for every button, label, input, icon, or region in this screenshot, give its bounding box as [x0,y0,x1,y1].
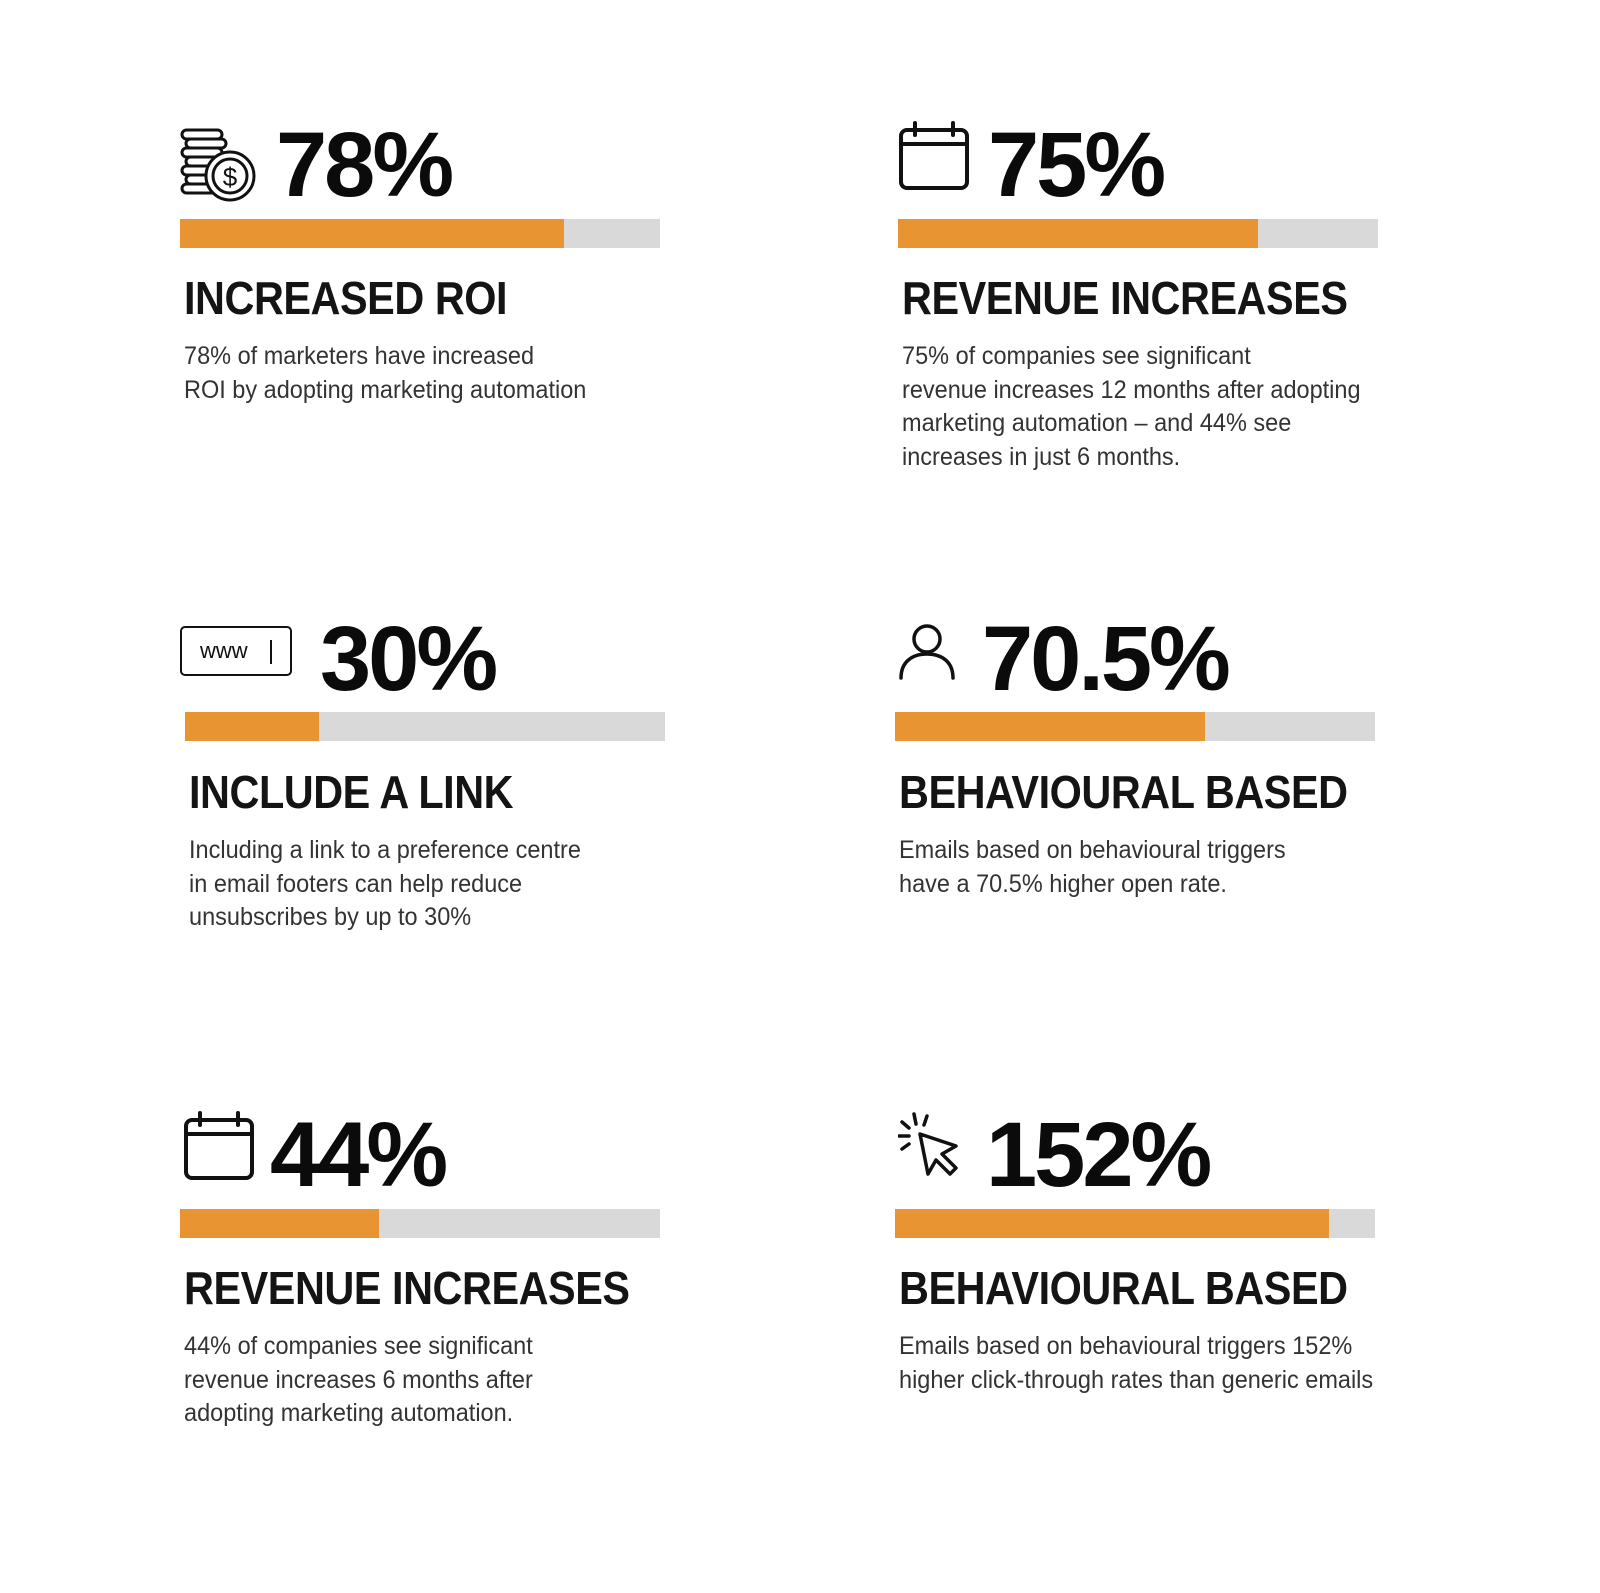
calendar-icon [183,1110,255,1182]
calendar-icon [898,120,970,192]
stat-title: INCREASED ROI [184,272,508,324]
stat-description: Emails based on behavioural triggers have a 70.5% higher open rate. [899,836,1286,898]
stat-title: REVENUE INCREASES [184,1262,630,1314]
stat-title: REVENUE INCREASES [902,272,1348,324]
stat-card-behavioural-based-70 [898,608,1518,898]
stat-header [180,1104,800,1206]
progress-fill [185,712,319,741]
coins-dollar-icon [180,124,258,204]
www-link-icon [180,626,292,676]
stat-header [180,608,800,710]
stat-title: BEHAVIOURAL BASED [899,1262,1348,1314]
stat-description: Emails based on behavioural triggers 152% higher click-through rates than generic emails [899,1332,1374,1394]
stat-percent: 75% [988,114,1164,216]
stat-header [898,1104,1518,1206]
stat-percent: 78% [276,114,452,216]
stat-title: BEHAVIOURAL BASED [899,766,1348,818]
stat-card-increased-roi [180,114,800,404]
stat-percent: 44% [270,1104,446,1206]
progress-fill [898,219,1258,248]
progress-bar [898,219,1378,248]
progress-bar [895,712,1375,741]
cursor-click-icon [898,1112,966,1180]
stat-title: INCLUDE A LINK [189,766,514,818]
stat-card-revenue-increases-44 [180,1104,800,1427]
stat-description: 75% of companies see significant revenue increases 12 months after adopting marketing automation – and 44% see increases in just 6 months. [902,342,1361,471]
user-icon [898,622,956,680]
stat-description: 44% of companies see significant revenue increases 6 months after adopting marketing automation. [184,1332,533,1427]
text-cursor [270,640,272,664]
svg-text:$: $ [222,162,238,192]
stat-description: Including a link to a preference centre in email footers can help reduce unsubscribes by up to 30% [189,836,581,931]
stat-card-revenue-increases-75 [898,114,1518,471]
progress-bar [185,712,665,741]
www-text: www [200,638,248,663]
stat-header [898,608,1518,710]
progress-fill [895,1209,1329,1238]
progress-fill [895,712,1205,741]
stat-card-behavioural-based-152 [898,1104,1518,1394]
progress-fill [180,219,564,248]
stat-header [180,114,800,216]
progress-bar [180,219,660,248]
progress-bar [180,1209,660,1238]
stat-percent: 70.5% [982,608,1228,710]
stat-card-include-a-link [180,608,800,931]
stat-header [898,114,1518,216]
stat-percent: 152% [986,1104,1210,1206]
progress-fill [180,1209,379,1238]
stat-percent: 30% [320,608,496,710]
stat-description: 78% of marketers have increased ROI by adopting marketing automation [184,342,587,404]
progress-bar [895,1209,1375,1238]
